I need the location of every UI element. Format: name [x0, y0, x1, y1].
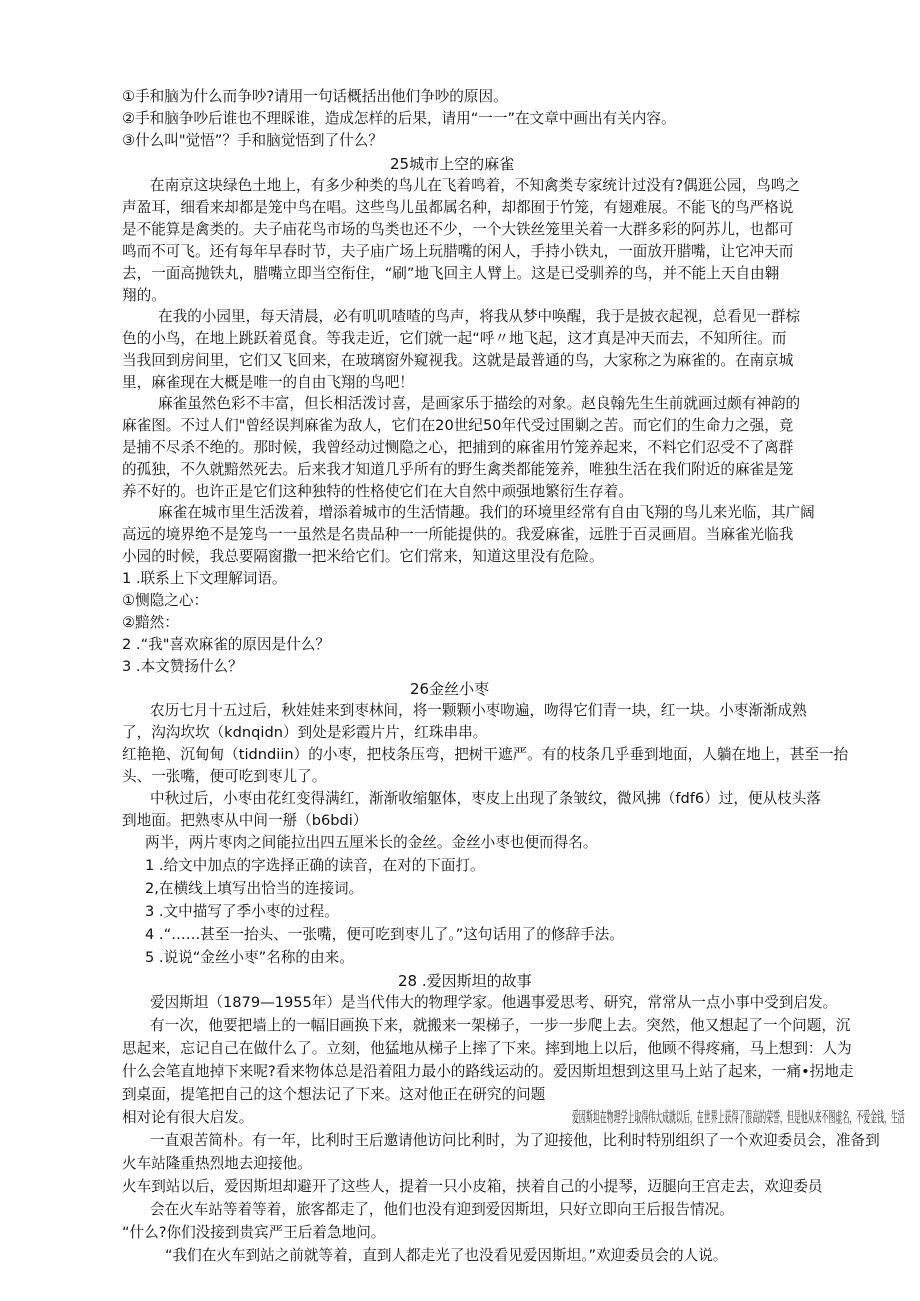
- paragraph-line: 翔的。: [122, 287, 166, 304]
- question-line: 5 .说说“金丝小枣”名称的由来。: [145, 949, 354, 966]
- paragraph-line: 一直艰苦简朴。有一年，比利时王后邀请他访问比利时，为了迎接他，比利时特别组织了一个欢迎委员会，准备到: [150, 1132, 880, 1149]
- paragraph-line: 去，一面高抛铁丸，腊嘴立即当空衔住，“刷”地飞回主人臂上。这是已受驯养的鸟，并不能上天自由翱: [122, 265, 780, 282]
- question-line: 2,在横线上填写出恰当的连接词。: [145, 880, 364, 897]
- section-title: 26金丝小枣: [410, 680, 490, 698]
- paragraph-line: 色的小鸟，在地上跳跃着觅食。等我走近，它们就一起“呼〃地飞起，这才真是冲天而去，不知所往。而: [122, 330, 787, 347]
- paragraph-line: “我们在火车到站之前就等着，直到人都走光了也没看见爱因斯坦。”欢迎委员会的人说。: [165, 1247, 728, 1264]
- paragraph-line: 爱因斯坦在物理学上取得伟大成就以后，在世界上获得了很高的荣誉，但是他从来不图虚名，不爱金钱，生活: [572, 1109, 905, 1126]
- question-line: 4 .“……甚至一抬头、一张嘴，便可吃到枣儿了。”这句话用了的修辞手法。: [145, 926, 624, 943]
- question-line: ①恻隐之心：: [122, 592, 209, 609]
- paragraph-line: 小园的时候，我总要隔窗撒一把米给它们。它们常来，知道这里没有危险。: [122, 548, 604, 565]
- paragraph-line: 爱因斯坦（1879—1955年）是当代伟大的物理学家。他遇事爱思考、研究，常常从一点小事中受到启发。: [150, 994, 838, 1011]
- paragraph-line: 麻雀虽然色彩不丰富，但长相活泼讨喜，是画家乐于描绘的对象。赵良翰先生生前就画过颇有神韵的: [158, 395, 801, 412]
- section-title: 25城市上空的麻雀: [390, 155, 515, 173]
- paragraph-line: 里，麻雀现在大概是唯一的自由飞翔的鸟吧！: [122, 374, 414, 391]
- question-line: ②黯然：: [122, 614, 179, 631]
- paragraph-line: 相对论有很大启发。: [122, 1109, 254, 1126]
- paragraph-line: 两半，两片枣肉之间能拉出四五厘米长的金丝。金丝小枣也便而得名。: [145, 834, 598, 851]
- question-line: 1 .联系上下文理解词语。: [122, 570, 287, 587]
- paragraph-line: 有一次，他要把墙上的一幅旧画换下来，就搬来一架梯子，一步一步爬上去。突然，他又想起了一个问题，沉: [150, 1017, 851, 1034]
- paragraph-line: 鸣而不可飞。还有每年早春时节，夫子庙广场上玩腊嘴的闲人，手持小铁丸，一面放开腊嘴，让它冲天而: [122, 243, 794, 260]
- paragraph-line: 在我的小园里，每天清晨，必有叽叽喳喳的鸟声，将我从梦中唤醒，我于是披衣起视，总看见一群棕: [158, 308, 801, 325]
- paragraph-line: 是捕不尽杀不绝的。那时候，我曾经动过恻隐之心，把捕到的麻雀用竹笼养起来，不料它们忍受不了离群: [122, 439, 794, 456]
- paragraph-line: 火车到站以后，爱因斯坦却避开了这些人，提着一只小皮箱，挟着自己的小提琴，迈腿向王宫走去，欢迎委员: [122, 1178, 823, 1195]
- question-line: 3 .文中描写了季小枣的过程。: [145, 903, 339, 920]
- paragraph-line: “什么?你们没接到贵宾严王后着急地问。: [122, 1224, 386, 1241]
- paragraph-line: 的孤独，不久就黯然死去。后来我才知道几乎所有的野生禽类都能笼养，唯独生活在我们附近的麻雀是笼: [122, 461, 794, 478]
- paragraph-line: 麻雀图。不过人们"曾经误判麻雀为敌人，它们在20世纪50年代受过围剿之苦。而它们的生命力之强，竟: [122, 417, 794, 434]
- question-line: ②手和脑争吵后谁也不理睬谁，造成怎样的后果，请用“一一”在文章中画出有关内容。: [122, 110, 676, 127]
- paragraph-line: 中秋过后，小枣由花红变得满红，渐渐收缩躯体，枣皮上出现了条皱纹，微风拂（fdf6）过，便从枝头落: [150, 790, 821, 807]
- paragraph-line: 声盈耳，细看来却都是笼中鸟在唱。这些鸟儿虽都属名种，却都囿于竹笼，有翅难展。不能飞的鸟严格说: [122, 199, 794, 216]
- paragraph-line: 火车站隆重热烈地去迎接他。: [122, 1155, 312, 1172]
- paragraph-line: 头、一张嘴，便可吃到枣儿了。: [122, 768, 327, 785]
- paragraph-line: 会在火车站等着等着，旅客都走了，他们也没有迎到爱因斯坦，只好立即向王后报告情况。: [150, 1201, 734, 1218]
- paragraph-line: 当我回到房间里，它们又飞回来，在玻璃窗外窥视我。这就是最普通的鸟，大家称之为麻雀的。在南京城: [122, 352, 794, 369]
- paragraph-line: 了，沟沟坎坎（kdnqidn）到处是彩霞片片，红珠串串。: [122, 724, 488, 741]
- paragraph-line: 养不好的。也许正是它们这种独特的性格使它们在大自然中顽强地繁衍生存着。: [122, 483, 633, 500]
- section-title: 28 .爱因斯坦的故事: [398, 972, 532, 990]
- paragraph-line: 在南京这块绿色土地上，有多少种类的鸟儿在飞着鸣着，不知禽类专家统计过没有?偶逛公园，鸟鸣之: [150, 177, 800, 194]
- question-line: 1 .给文中加点的字选择正确的读音，在对的下面打。: [145, 857, 485, 874]
- paragraph-line: 红艳艳、沉甸甸（tidndiin）的小枣，把枝条压弯，把树干遮严。有的枝条几乎垂到地面，人躺在地上，甚至一抬: [122, 746, 849, 763]
- paragraph-line: 什么会笔直地掉下来呢?看来物体总是沿着阻力最小的路线运动的。爱因斯坦想到这里马上站了起来，一痛•拐地走: [122, 1063, 854, 1080]
- paragraph-line: 到桌面，提笔把自己的这个想法记了下来。这对他正在研究的问题: [122, 1086, 546, 1103]
- question-line: ③什么叫"觉悟”？手和脑觉悟到了什么？: [122, 132, 383, 149]
- paragraph-line: 到地面。把熟枣从中间一掰（b6bdi）: [122, 812, 368, 829]
- paragraph-line: 思起来，忘记自己在做什么了。立刻，他猛地从梯子上摔了下来。摔到地上以后，他顾不得疼痛，马上想到：人为: [122, 1040, 852, 1057]
- paragraph-line: 农历七月十五过后，秋娃娃来到枣林间，将一颗颗小枣吻遍，吻得它们青一块，红一块。小枣渐渐成熟: [150, 702, 807, 719]
- paragraph-line: 高远的境界绝不是笼鸟一一虽然是名贵品种一一所能提供的。我爱麻雀，远胜于百灵画眉。当麻雀光临我: [122, 526, 794, 543]
- paragraph-line: 麻雀在城市里生活泼着，增添着城市的生活情趣。我们的环境里经常有自由飞翔的鸟儿来光临，其广阔: [158, 504, 815, 521]
- question-line: 3 .本文赞扬什么？: [122, 658, 243, 675]
- paragraph-line: 是不能算是禽类的。夫子庙花鸟市场的鸟类也还不少，一个大铁丝笼里关着一大群多彩的阿苏儿，也都可: [122, 221, 794, 238]
- question-line: 2 .“我"喜欢麻雀的原因是什么？: [122, 636, 330, 653]
- question-line: ①手和脑为什么而争吵?请用一句话概括出他们争吵的原因。: [122, 88, 508, 105]
